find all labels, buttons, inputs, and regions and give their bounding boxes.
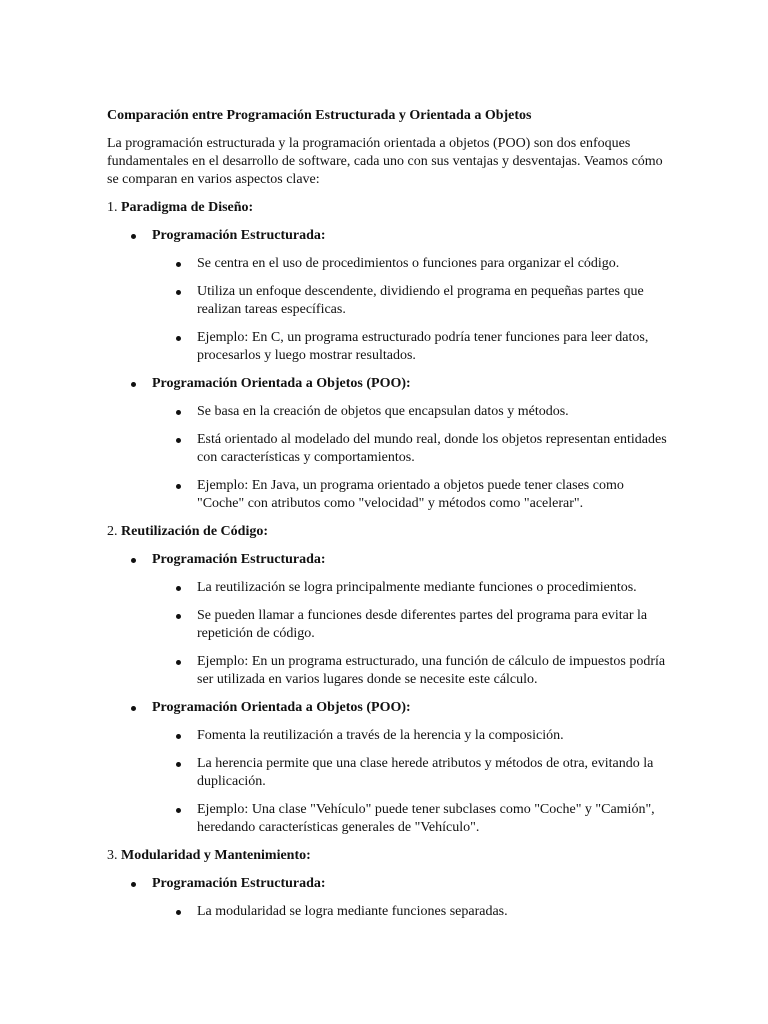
section-heading [107, 523, 667, 541]
point-list [152, 903, 667, 921]
group-label: Programación Estructurada: [152, 552, 326, 567]
document-title: Comparación entre Programación Estructurada y Orientada a Objetos [107, 108, 532, 123]
section-number: 2. [107, 524, 118, 539]
list-item: Ejemplo: En Java, un programa orientado a objetos puede tener clases como "Coche" con atributos como "velocidad" y métodos como "acelerar". [152, 477, 667, 513]
section-number: 3. [107, 848, 118, 863]
intro-paragraph: La programación estructurada y la programación orientada a objetos (POO) son dos enfoques fundamentales en el desarrollo de software, cada uno con sus ventajas y desventajas. Veamos cómo se comparan en varios aspectos clave: [107, 136, 663, 187]
list-item: Ejemplo: En un programa estructurado, una función de cálculo de impuestos podría ser utilizada en varios lugares donde se necesite este cálculo. [152, 653, 667, 689]
section-number: 1. [107, 200, 118, 215]
point-list [152, 727, 667, 837]
group-list [107, 551, 667, 837]
point-list [152, 579, 667, 689]
section-title: Modularidad y Mantenimiento: [121, 848, 311, 863]
point-list [152, 255, 667, 365]
group-label: Programación Orientada a Objetos (POO): [152, 376, 411, 391]
list-item: Se pueden llamar a funciones desde diferentes partes del programa para evitar la repetición de código. [152, 607, 667, 643]
list-item: Utiliza un enfoque descendente, dividiendo el programa en pequeñas partes que realizan tareas específicas. [152, 283, 667, 319]
group-label: Programación Estructurada: [152, 228, 326, 243]
point-list [152, 403, 667, 513]
list-item: Se centra en el uso de procedimientos o funciones para organizar el código. [152, 255, 667, 273]
list-item: La reutilización se logra principalmente mediante funciones o procedimientos. [152, 579, 667, 597]
list-item: La herencia permite que una clase herede atributos y métodos de otra, evitando la duplicación. [152, 755, 667, 791]
list-item: Ejemplo: En C, un programa estructurado podría tener funciones para leer datos, procesarlos y luego mostrar resultados. [152, 329, 667, 365]
group-item [107, 551, 667, 689]
sections-container [107, 199, 667, 921]
list-item: Se basa en la creación de objetos que encapsulan datos y métodos. [152, 403, 667, 421]
section-title: Paradigma de Diseño: [121, 200, 254, 215]
list-item: La modularidad se logra mediante funciones separadas. [152, 903, 667, 921]
list-item: Está orientado al modelado del mundo real, donde los objetos representan entidades con características y comportamientos. [152, 431, 667, 467]
group-label: Programación Estructurada: [152, 876, 326, 891]
group-item [107, 875, 667, 921]
section-heading [107, 199, 667, 217]
list-item: Ejemplo: Una clase "Vehículo" puede tener subclases como "Coche" y "Camión", heredando características generales de "Vehículo". [152, 801, 667, 837]
group-label: Programación Orientada a Objetos (POO): [152, 700, 411, 715]
document-body [107, 107, 667, 931]
section-title: Reutilización de Código: [121, 524, 268, 539]
group-list [107, 875, 667, 921]
group-item [107, 227, 667, 365]
group-item [107, 699, 667, 837]
list-item: Fomenta la reutilización a través de la herencia y la composición. [152, 727, 667, 745]
section-heading [107, 847, 667, 865]
group-list [107, 227, 667, 513]
group-item [107, 375, 667, 513]
